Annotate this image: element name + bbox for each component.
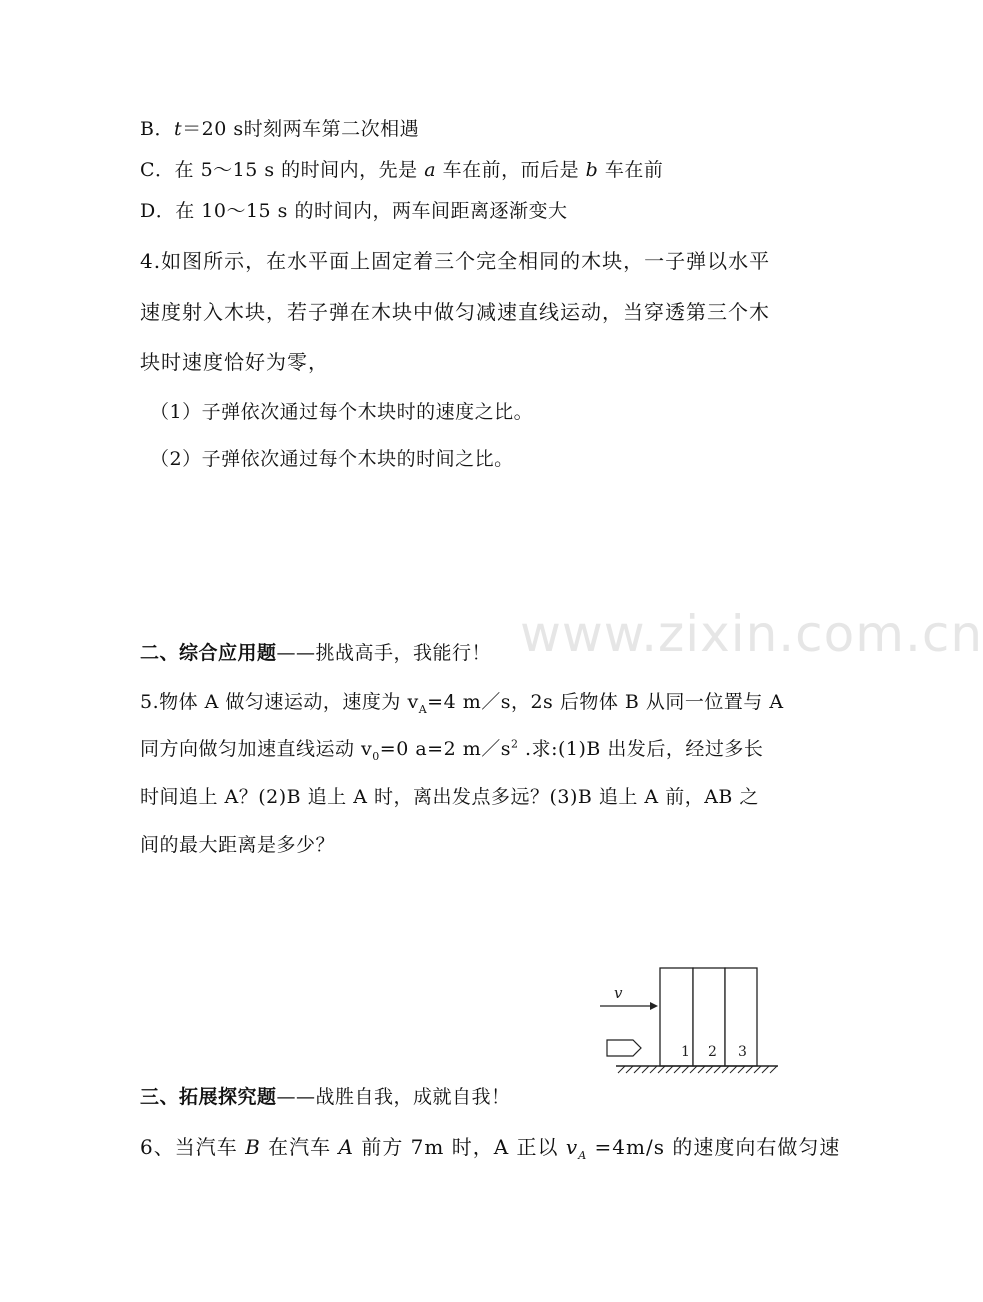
block-3-label: 3 bbox=[738, 1044, 747, 1060]
section2-heading: 二、综合应用题——挑战高手，我能行！ bbox=[140, 642, 492, 664]
watermark: www.zixin.com.cn bbox=[520, 605, 983, 663]
q4-line2: 速度射入木块，若子弹在木块中做匀减速直线运动，当穿透第三个木 bbox=[140, 300, 770, 324]
bullet-blocks-diagram bbox=[600, 960, 780, 1080]
option-d: D．在 10～15 s 的时间内，两车间距离逐渐变大 bbox=[140, 200, 568, 222]
q5-line4: 间的最大距离是多少？ bbox=[140, 834, 336, 856]
ground-hatch bbox=[616, 1066, 778, 1073]
velocity-arrow-icon bbox=[600, 1002, 658, 1010]
q5-line1: 5.物体 A 做匀速运动，速度为 $v_A=4$ m／s，2s 后物体 B 从同一位置与 A bbox=[140, 691, 784, 716]
block-1-label: 1 bbox=[681, 1044, 690, 1060]
q4-sub2: （2）子弹依次通过每个木块的时间之比。 bbox=[150, 448, 514, 470]
option-c: C．在 5～15 s 的时间内，先是 a 车在前，而后是 b 车在前 bbox=[140, 159, 664, 181]
q5-line3: 时间追上 A？(2)B 追上 A 时，离出发点多远？(3)B 追上 A 前，AB 之 bbox=[140, 786, 759, 808]
q4-sub1: （1）子弹依次通过每个木块时的速度之比。 bbox=[150, 401, 534, 423]
q6-line1: 6、当汽车 B 在汽车 A 前方 7m 时，A 正以 $v_A =4m/s$ 的速度向右做匀速 bbox=[140, 1135, 841, 1162]
q4-line3: 块时速度恰好为零， bbox=[140, 350, 329, 374]
block-2-label: 2 bbox=[708, 1044, 717, 1060]
velocity-label: v bbox=[614, 984, 623, 1002]
option-b: B．t＝20 s时刻两车第二次相遇 bbox=[140, 118, 420, 140]
section3-heading: 三、拓展探究题——战胜自我，成就自我！ bbox=[140, 1086, 511, 1108]
bullet-icon bbox=[607, 1040, 641, 1056]
q4-line1: 4.如图所示，在水平面上固定着三个完全相同的木块，一子弹以水平 bbox=[140, 249, 771, 273]
q5-line2: 同方向做匀加速直线运动 $v_0=0$ a=2 $m/s^2$ .求:(1)B 出发后，经过多长 bbox=[140, 737, 764, 763]
